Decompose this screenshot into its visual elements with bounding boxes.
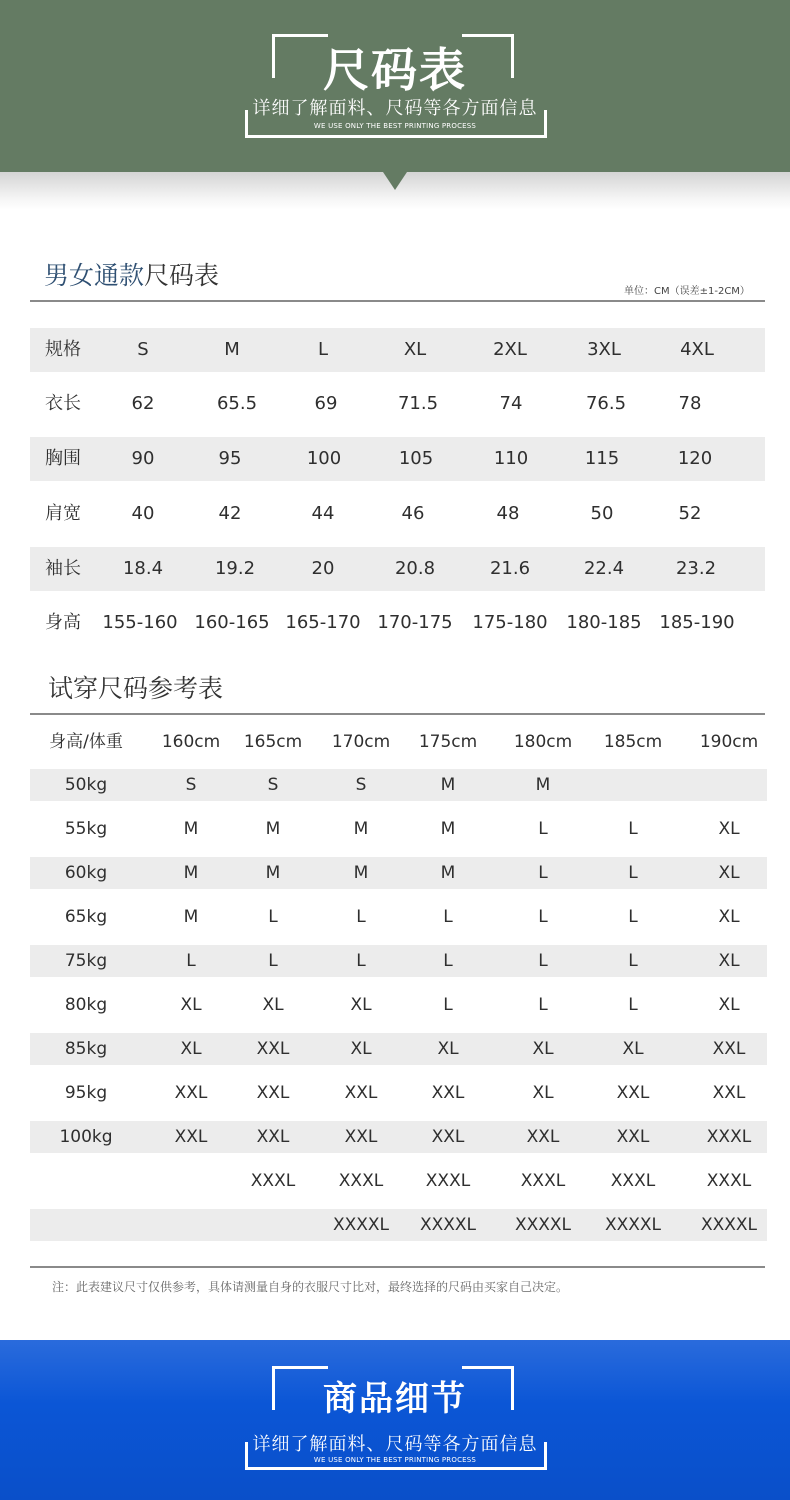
size-cell: 46 — [401, 503, 425, 524]
tryon-row — [30, 1209, 767, 1241]
tryon-cell: L — [443, 907, 453, 927]
tryon-cell: L — [628, 951, 638, 971]
tryon-weight-label: 55kg — [64, 819, 108, 839]
size-cell: 105 — [398, 448, 434, 469]
tryon-cell: XXL — [256, 1083, 290, 1103]
tryon-chart-rule — [30, 713, 765, 715]
tryon-cell: L — [186, 951, 196, 971]
size-cell: 42 — [218, 503, 242, 524]
tryon-weight-label: 80kg — [64, 995, 108, 1015]
tryon-cell — [684, 769, 774, 801]
size-row-chest — [30, 437, 765, 481]
tryon-cell: XXL — [712, 1039, 746, 1059]
tryon-cell: M — [265, 819, 281, 839]
tryon-col-header: 185cm — [603, 732, 663, 752]
size-cell: 62 — [131, 393, 155, 414]
size-cell: 48 — [496, 503, 520, 524]
tryon-cell: XL — [622, 1039, 644, 1059]
tryon-cell: XXL — [344, 1083, 378, 1103]
footer-banner — [0, 1340, 790, 1500]
size-col-header: M — [224, 339, 240, 360]
size-col-header: S — [137, 339, 149, 360]
tryon-col-header: 165cm — [243, 732, 303, 752]
tryon-cell: XL — [532, 1039, 554, 1059]
size-cell: 76.5 — [585, 393, 627, 414]
size-cell: 155-160 — [102, 612, 178, 633]
size-header-row — [30, 328, 765, 372]
tryon-cell: XXXL — [425, 1171, 471, 1191]
tryon-row — [30, 769, 767, 801]
size-cell: 120 — [677, 448, 713, 469]
tryon-cell: M — [535, 775, 551, 795]
tryon-cell — [228, 1209, 318, 1241]
size-col-header: 3XL — [587, 339, 621, 360]
unit-note: 单位：CM（误差±1-2CM） — [624, 286, 750, 297]
size-col-header: 4XL — [680, 339, 714, 360]
size-row-shoulder — [30, 492, 765, 536]
frame-top-left-line — [272, 34, 328, 37]
tryon-header-row — [30, 720, 767, 764]
size-cell: 44 — [311, 503, 335, 524]
tryon-weight-label — [41, 1165, 131, 1197]
tryon-cell: XXXL — [610, 1171, 656, 1191]
size-row-height — [30, 601, 765, 645]
footer-title: 商品细节 — [323, 1379, 467, 1419]
size-row-label: 衣长 — [45, 393, 81, 414]
tryon-cell: XXL — [526, 1127, 560, 1147]
tryon-cell: XXL — [174, 1127, 208, 1147]
size-cell: 23.2 — [675, 558, 717, 579]
size-chart-title-rest: 尺码表 — [144, 261, 220, 290]
tryon-row — [30, 945, 767, 977]
tryon-weight-label: 50kg — [64, 775, 108, 795]
size-cell: 95 — [218, 448, 242, 469]
size-row-length — [30, 382, 765, 426]
tryon-weight-label: 75kg — [64, 951, 108, 971]
tryon-cell — [588, 769, 678, 801]
tryon-cell: XL — [532, 1083, 554, 1103]
tryon-cell: M — [353, 819, 369, 839]
size-cell: 78 — [678, 393, 702, 414]
tryon-cell: XL — [350, 1039, 372, 1059]
tryon-cell: L — [628, 819, 638, 839]
size-cell: 19.2 — [214, 558, 256, 579]
tryon-cell: S — [355, 775, 367, 795]
header-subtitle: 详细了解面料、尺码等各方面信息 — [252, 98, 538, 119]
tryon-cell: L — [443, 995, 453, 1015]
tryon-cell: XXXXL — [419, 1215, 477, 1235]
tryon-cell: L — [268, 951, 278, 971]
tryon-cell: M — [440, 819, 456, 839]
tryon-weight-label: 95kg — [64, 1083, 108, 1103]
header-banner — [0, 0, 790, 210]
size-header-label: 规格 — [45, 339, 81, 360]
tryon-row — [30, 1165, 767, 1197]
size-cell: 90 — [131, 448, 155, 469]
tryon-cell: XXXXL — [332, 1215, 390, 1235]
tryon-cell: S — [185, 775, 197, 795]
size-col-header: XL — [403, 339, 427, 360]
tryon-cell: XL — [180, 1039, 202, 1059]
size-chart-title-accent: 男女通款 — [44, 261, 145, 290]
tryon-cell: M — [353, 863, 369, 883]
tryon-cell: XXXL — [250, 1171, 296, 1191]
tryon-cell: XXXXL — [604, 1215, 662, 1235]
tryon-cell: S — [267, 775, 279, 795]
tryon-col-header: 160cm — [161, 732, 221, 752]
tryon-weight-label: 65kg — [64, 907, 108, 927]
tryon-cell: XXXL — [338, 1171, 384, 1191]
size-cell: 100 — [306, 448, 342, 469]
size-cell: 170-175 — [377, 612, 453, 633]
size-cell: 74 — [499, 393, 523, 414]
tryon-cell: XXL — [256, 1039, 290, 1059]
footer-subtitle: 详细了解面料、尺码等各方面信息 — [252, 1434, 538, 1455]
tryon-col-header: 175cm — [418, 732, 478, 752]
frame-bottom-line — [245, 135, 547, 138]
tryon-cell: L — [628, 863, 638, 883]
tryon-row — [30, 901, 767, 933]
tryon-cell: L — [538, 907, 548, 927]
size-cell: 18.4 — [122, 558, 164, 579]
size-cell: 110 — [493, 448, 529, 469]
size-cell: 69 — [314, 393, 338, 414]
tryon-cell: XXXXL — [700, 1215, 758, 1235]
size-row-label: 肩宽 — [45, 503, 81, 524]
size-cell: 21.6 — [489, 558, 531, 579]
tryon-cell: XL — [718, 907, 740, 927]
tryon-cell: XL — [718, 951, 740, 971]
frame-top-right-line — [462, 1366, 514, 1369]
tryon-cell: L — [538, 995, 548, 1015]
size-row-sleeve — [30, 547, 765, 591]
tryon-cell: XXXL — [520, 1171, 566, 1191]
tryon-cell: XXL — [616, 1083, 650, 1103]
tryon-row — [30, 857, 767, 889]
header-pointer — [383, 172, 407, 190]
size-cell: 180-185 — [566, 612, 642, 633]
tryon-chart-title-text: 试穿尺码参考表 — [48, 674, 224, 703]
tryon-cell: L — [356, 907, 366, 927]
tryon-row — [30, 1077, 767, 1109]
header-title: 尺码表 — [323, 43, 467, 97]
size-cell: 65.5 — [216, 393, 258, 414]
tryon-cell: M — [440, 863, 456, 883]
tryon-cell: XXL — [344, 1127, 378, 1147]
tryon-cell: L — [356, 951, 366, 971]
size-cell: 20 — [311, 558, 335, 579]
size-cell: 20.8 — [394, 558, 436, 579]
tryon-cell: XXL — [174, 1083, 208, 1103]
size-cell: 115 — [584, 448, 620, 469]
size-cell: 160-165 — [194, 612, 270, 633]
tryon-row — [30, 989, 767, 1021]
tryon-chart-title — [48, 672, 223, 706]
tryon-row — [30, 1121, 767, 1153]
footer-subtitle-en: WE USE ONLY THE BEST PRINTING PROCESS — [313, 1456, 477, 1464]
tryon-cell: XXL — [256, 1127, 290, 1147]
tryon-cell: M — [183, 819, 199, 839]
tryon-cell: XXXL — [706, 1171, 752, 1191]
tryon-weight-label: 85kg — [64, 1039, 108, 1059]
tryon-cell: XXXXL — [514, 1215, 572, 1235]
size-cell: 52 — [678, 503, 702, 524]
tryon-weight-label: 60kg — [64, 863, 108, 883]
tryon-footnote: 注：此表建议尺寸仅供参考，具体请测量自身的衣服尺寸比对，最终选择的尺码由买家自己决定。 — [52, 1280, 569, 1294]
tryon-cell: XXL — [431, 1127, 465, 1147]
frame-top-right-line — [462, 34, 514, 37]
size-chart-rule — [30, 300, 765, 302]
tryon-cell: L — [628, 995, 638, 1015]
tryon-cell: XL — [718, 819, 740, 839]
tryon-cell: XXL — [712, 1083, 746, 1103]
tryon-row — [30, 813, 767, 845]
size-cell: 22.4 — [583, 558, 625, 579]
tryon-cell: M — [183, 863, 199, 883]
tryon-cell — [146, 1209, 236, 1241]
tryon-cell: L — [628, 907, 638, 927]
size-col-header: L — [317, 339, 329, 360]
tryon-cell: XL — [718, 995, 740, 1015]
tryon-cell: XL — [262, 995, 284, 1015]
tryon-cell: XXL — [616, 1127, 650, 1147]
tryon-cell: XL — [180, 995, 202, 1015]
tryon-col-header: 170cm — [331, 732, 391, 752]
tryon-cell: XL — [718, 863, 740, 883]
tryon-cell: M — [183, 907, 199, 927]
tryon-bottom-rule — [30, 1266, 765, 1268]
size-cell: 50 — [590, 503, 614, 524]
size-chart-title — [44, 258, 219, 294]
size-row-label: 袖长 — [45, 558, 81, 579]
size-cell: 71.5 — [397, 393, 439, 414]
tryon-weight-label — [41, 1209, 131, 1241]
size-row-label: 胸围 — [45, 448, 81, 469]
size-cell: 175-180 — [472, 612, 548, 633]
size-cell: 185-190 — [659, 612, 735, 633]
tryon-weight-label: 100kg — [59, 1127, 113, 1147]
tryon-cell: XXXL — [706, 1127, 752, 1147]
size-row-label: 身高 — [45, 612, 81, 633]
tryon-cell: L — [538, 863, 548, 883]
tryon-col-header: 180cm — [513, 732, 573, 752]
tryon-cell: M — [440, 775, 456, 795]
tryon-cell — [146, 1165, 236, 1197]
tryon-row — [30, 1033, 767, 1065]
tryon-cell: L — [538, 819, 548, 839]
tryon-cell: XXL — [431, 1083, 465, 1103]
frame-bottom-line — [245, 1467, 547, 1470]
tryon-cell: L — [443, 951, 453, 971]
tryon-cell: L — [538, 951, 548, 971]
size-cell: 40 — [131, 503, 155, 524]
size-cell: 165-170 — [285, 612, 361, 633]
size-col-header: 2XL — [493, 339, 527, 360]
tryon-cell: XL — [437, 1039, 459, 1059]
tryon-cell: L — [268, 907, 278, 927]
tryon-cell: XL — [350, 995, 372, 1015]
frame-top-left-line — [272, 1366, 328, 1369]
tryon-cell: M — [265, 863, 281, 883]
tryon-col-header: 190cm — [699, 732, 759, 752]
tryon-corner-label: 身高/体重 — [49, 732, 123, 752]
header-subtitle-en: WE USE ONLY THE BEST PRINTING PROCESS — [313, 122, 477, 130]
